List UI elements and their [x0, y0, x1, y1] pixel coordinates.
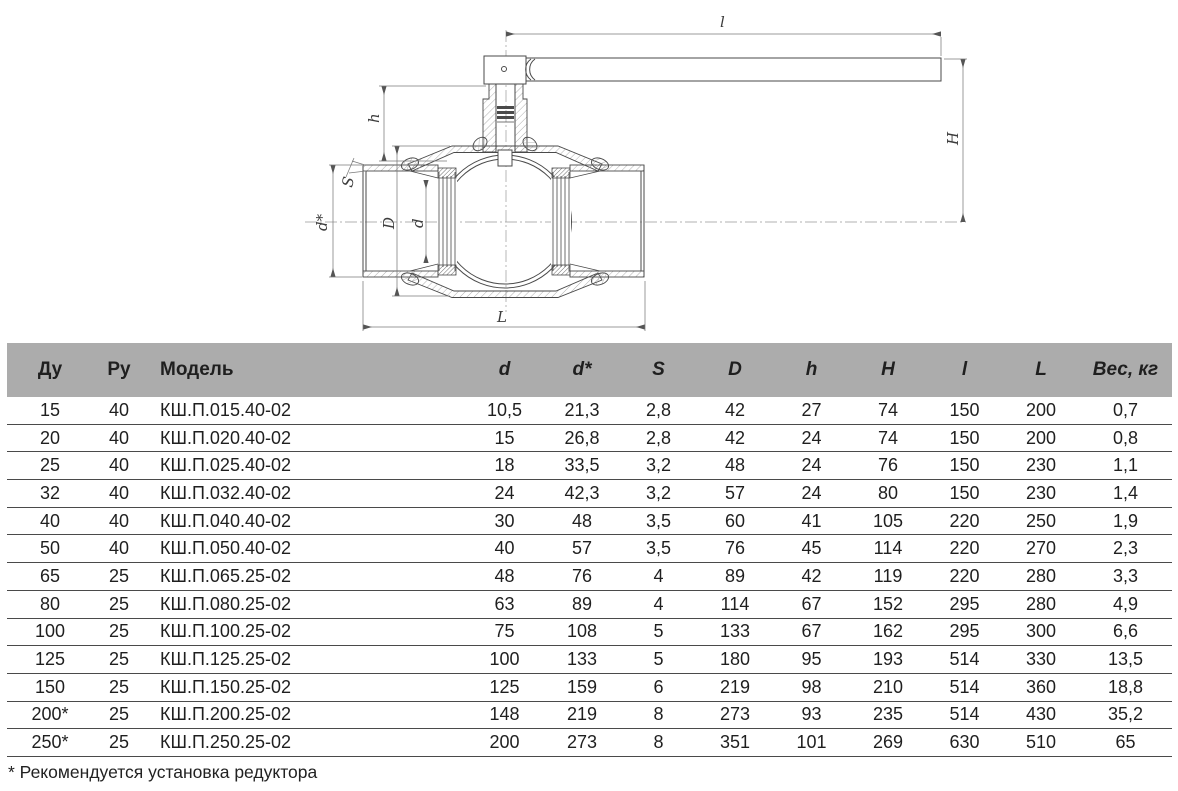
- cell: 235: [850, 701, 926, 729]
- dim-label-L: L: [497, 308, 507, 326]
- cell: 150: [7, 673, 93, 701]
- cell: 295: [926, 618, 1003, 646]
- cell: 40: [93, 480, 145, 508]
- footnote: * Рекомендуется установка редуктора: [8, 762, 318, 782]
- cell: 360: [1003, 673, 1079, 701]
- cell: 40: [93, 452, 145, 480]
- cell: 351: [697, 729, 773, 757]
- dim-label-d: d: [409, 218, 427, 228]
- cell: 24: [465, 480, 544, 508]
- cell: 219: [544, 701, 620, 729]
- column-header: Ру: [107, 359, 131, 380]
- handle-lever: [526, 58, 941, 81]
- table-row: [7, 646, 1172, 674]
- cell: 148: [465, 701, 544, 729]
- table-row: [7, 590, 1172, 618]
- cell: 219: [697, 673, 773, 701]
- column-header: h: [805, 359, 818, 380]
- cell: 280: [1003, 590, 1079, 618]
- pipe-left-wall-top: [363, 165, 438, 171]
- cell: 510: [1003, 729, 1079, 757]
- cell: 330: [1003, 646, 1079, 674]
- cell: 220: [926, 507, 1003, 535]
- cell: 514: [926, 673, 1003, 701]
- stem-assembly: [470, 84, 539, 166]
- cell: 0,8: [1079, 424, 1172, 452]
- cell: 89: [544, 590, 620, 618]
- cell: 4,9: [1079, 590, 1172, 618]
- cell: 210: [850, 673, 926, 701]
- cell: КШ.П.200.25-02: [145, 701, 465, 729]
- cell: КШ.П.100.25-02: [145, 618, 465, 646]
- table-row: [7, 424, 1172, 452]
- cell: 180: [697, 646, 773, 674]
- table-row: [7, 507, 1172, 535]
- column-header: L: [1035, 359, 1047, 380]
- cell: 230: [1003, 480, 1079, 508]
- cell: КШ.П.080.25-02: [145, 590, 465, 618]
- cell: 75: [465, 618, 544, 646]
- cell: 30: [465, 507, 544, 535]
- cell: 24: [773, 480, 850, 508]
- table-row: [7, 480, 1172, 508]
- cell: 76: [544, 563, 620, 591]
- cell: 150: [926, 424, 1003, 452]
- cell: 300: [1003, 618, 1079, 646]
- cell: 25: [93, 618, 145, 646]
- cell: 250*: [7, 729, 93, 757]
- column-header: Модель: [160, 359, 234, 380]
- cell: 273: [544, 729, 620, 757]
- cell: 20: [7, 424, 93, 452]
- cell: 250: [1003, 507, 1079, 535]
- cell: 98: [773, 673, 850, 701]
- cell: 2,8: [620, 397, 697, 424]
- table-row: [7, 563, 1172, 591]
- dim-label-l: l: [720, 13, 725, 31]
- table-row: [7, 397, 1172, 424]
- cell: 15: [465, 424, 544, 452]
- cell: 200: [465, 729, 544, 757]
- dim-label-S: S: [338, 174, 359, 189]
- cell: 114: [850, 535, 926, 563]
- cell: 100: [7, 618, 93, 646]
- cell: 24: [773, 424, 850, 452]
- handle: [484, 56, 941, 84]
- cell: КШ.П.015.40-02: [145, 397, 465, 424]
- cell: 65: [7, 563, 93, 591]
- cell: 32: [7, 480, 93, 508]
- cell: КШ.П.125.25-02: [145, 646, 465, 674]
- dim-label-H: H: [944, 131, 962, 145]
- cell: 40: [465, 535, 544, 563]
- cell: 5: [620, 646, 697, 674]
- cell: 40: [93, 397, 145, 424]
- cell: 193: [850, 646, 926, 674]
- cell: 6,6: [1079, 618, 1172, 646]
- cell: 2,8: [620, 424, 697, 452]
- cell: 25: [93, 729, 145, 757]
- cell: 63: [465, 590, 544, 618]
- column-header: Ду: [37, 359, 63, 380]
- cell: 119: [850, 563, 926, 591]
- cell: 159: [544, 673, 620, 701]
- cell: 18: [465, 452, 544, 480]
- cell: 48: [465, 563, 544, 591]
- cell: 74: [850, 424, 926, 452]
- table-row: [7, 618, 1172, 646]
- cell: 40: [93, 535, 145, 563]
- cell: 80: [850, 480, 926, 508]
- cell: 273: [697, 701, 773, 729]
- cell: 67: [773, 590, 850, 618]
- cell: 25: [93, 563, 145, 591]
- cell: 40: [93, 507, 145, 535]
- cell: 8: [620, 701, 697, 729]
- cell: 42: [697, 424, 773, 452]
- cell: КШ.П.050.40-02: [145, 535, 465, 563]
- cell: 41: [773, 507, 850, 535]
- cell: 152: [850, 590, 926, 618]
- cell: 48: [544, 507, 620, 535]
- cell: 42: [697, 397, 773, 424]
- cell: 200: [1003, 424, 1079, 452]
- cell: 57: [544, 535, 620, 563]
- cell: 0,7: [1079, 397, 1172, 424]
- valve-body: [363, 56, 941, 298]
- cell: 230: [1003, 452, 1079, 480]
- cell: 80: [7, 590, 93, 618]
- table-header-row: [7, 343, 1172, 397]
- cell: 514: [926, 701, 1003, 729]
- cell: 25: [93, 701, 145, 729]
- cell: КШ.П.025.40-02: [145, 452, 465, 480]
- cell: 13,5: [1079, 646, 1172, 674]
- pipe-faces: [363, 165, 644, 277]
- cell: 42,3: [544, 480, 620, 508]
- cell: 114: [697, 590, 773, 618]
- cell: 76: [697, 535, 773, 563]
- cell: 35,2: [1079, 701, 1172, 729]
- valve-technical-drawing: [0, 0, 1178, 343]
- dim-label-h: h: [365, 113, 383, 123]
- cell: 1,4: [1079, 480, 1172, 508]
- column-header: Вес, кг: [1092, 359, 1159, 380]
- cell: 220: [926, 563, 1003, 591]
- cell: 10,5: [465, 397, 544, 424]
- cell: 21,3: [544, 397, 620, 424]
- dim-label-d-star: d*: [313, 213, 331, 231]
- cell: 3,2: [620, 452, 697, 480]
- cell: 95: [773, 646, 850, 674]
- cell: 100: [465, 646, 544, 674]
- cell: 4: [620, 590, 697, 618]
- cell: КШ.П.065.25-02: [145, 563, 465, 591]
- table-row: [7, 452, 1172, 480]
- weld-bosses: [400, 156, 611, 288]
- cell: 27: [773, 397, 850, 424]
- cell: 8: [620, 729, 697, 757]
- cell: 89: [697, 563, 773, 591]
- cell: 76: [850, 452, 926, 480]
- column-header: d: [498, 359, 511, 380]
- cell: 2,3: [1079, 535, 1172, 563]
- cell: 150: [926, 480, 1003, 508]
- cell: 25: [7, 452, 93, 480]
- cell: КШ.П.032.40-02: [145, 480, 465, 508]
- cell: 200*: [7, 701, 93, 729]
- table-row: [7, 535, 1172, 563]
- cell: 162: [850, 618, 926, 646]
- cell: 45: [773, 535, 850, 563]
- cell: 270: [1003, 535, 1079, 563]
- cell: 295: [926, 590, 1003, 618]
- cell: 60: [697, 507, 773, 535]
- cell: 6: [620, 673, 697, 701]
- cell: 93: [773, 701, 850, 729]
- table-row: [7, 673, 1172, 701]
- cell: 3,2: [620, 480, 697, 508]
- column-header: S: [652, 359, 665, 380]
- cell: 514: [926, 646, 1003, 674]
- cell: 15: [7, 397, 93, 424]
- cell: КШ.П.020.40-02: [145, 424, 465, 452]
- cell: 74: [850, 397, 926, 424]
- cell: 40: [93, 424, 145, 452]
- cell: 105: [850, 507, 926, 535]
- handle-pin-hole: [502, 67, 507, 72]
- cell: 125: [465, 673, 544, 701]
- cell: 133: [697, 618, 773, 646]
- dim-label-D: D: [380, 216, 398, 229]
- column-header: H: [881, 359, 895, 380]
- cell: 280: [1003, 563, 1079, 591]
- cell: 430: [1003, 701, 1079, 729]
- column-header: d*: [572, 359, 592, 380]
- cell: 25: [93, 590, 145, 618]
- cell: 150: [926, 397, 1003, 424]
- cell: 42: [773, 563, 850, 591]
- cell: 220: [926, 535, 1003, 563]
- cell: 5: [620, 618, 697, 646]
- cell: 40: [7, 507, 93, 535]
- cell: 48: [697, 452, 773, 480]
- cell: 101: [773, 729, 850, 757]
- cell: 18,8: [1079, 673, 1172, 701]
- table-row: [7, 729, 1172, 757]
- cell: 1,1: [1079, 452, 1172, 480]
- cell: 65: [1079, 729, 1172, 757]
- column-header: D: [728, 359, 742, 380]
- cell: КШ.П.040.40-02: [145, 507, 465, 535]
- table-row: [7, 701, 1172, 729]
- cell: 133: [544, 646, 620, 674]
- cell: КШ.П.250.25-02: [145, 729, 465, 757]
- cell: 67: [773, 618, 850, 646]
- cell: 3,5: [620, 507, 697, 535]
- cell: 25: [93, 646, 145, 674]
- valve-spec-table: [7, 343, 1172, 757]
- cell: 50: [7, 535, 93, 563]
- cell: 200: [1003, 397, 1079, 424]
- cell: 3,5: [620, 535, 697, 563]
- cell: 26,8: [544, 424, 620, 452]
- cell: 33,5: [544, 452, 620, 480]
- cell: 150: [926, 452, 1003, 480]
- cell: 125: [7, 646, 93, 674]
- cell: 4: [620, 563, 697, 591]
- cell: 24: [773, 452, 850, 480]
- cell: 1,9: [1079, 507, 1172, 535]
- cell: 25: [93, 673, 145, 701]
- cell: 269: [850, 729, 926, 757]
- pipe-left-wall-bottom: [363, 271, 438, 277]
- column-header: l: [961, 359, 968, 380]
- cell: 3,3: [1079, 563, 1172, 591]
- cell: 630: [926, 729, 1003, 757]
- cell: 57: [697, 480, 773, 508]
- cell: 108: [544, 618, 620, 646]
- cell: КШ.П.150.25-02: [145, 673, 465, 701]
